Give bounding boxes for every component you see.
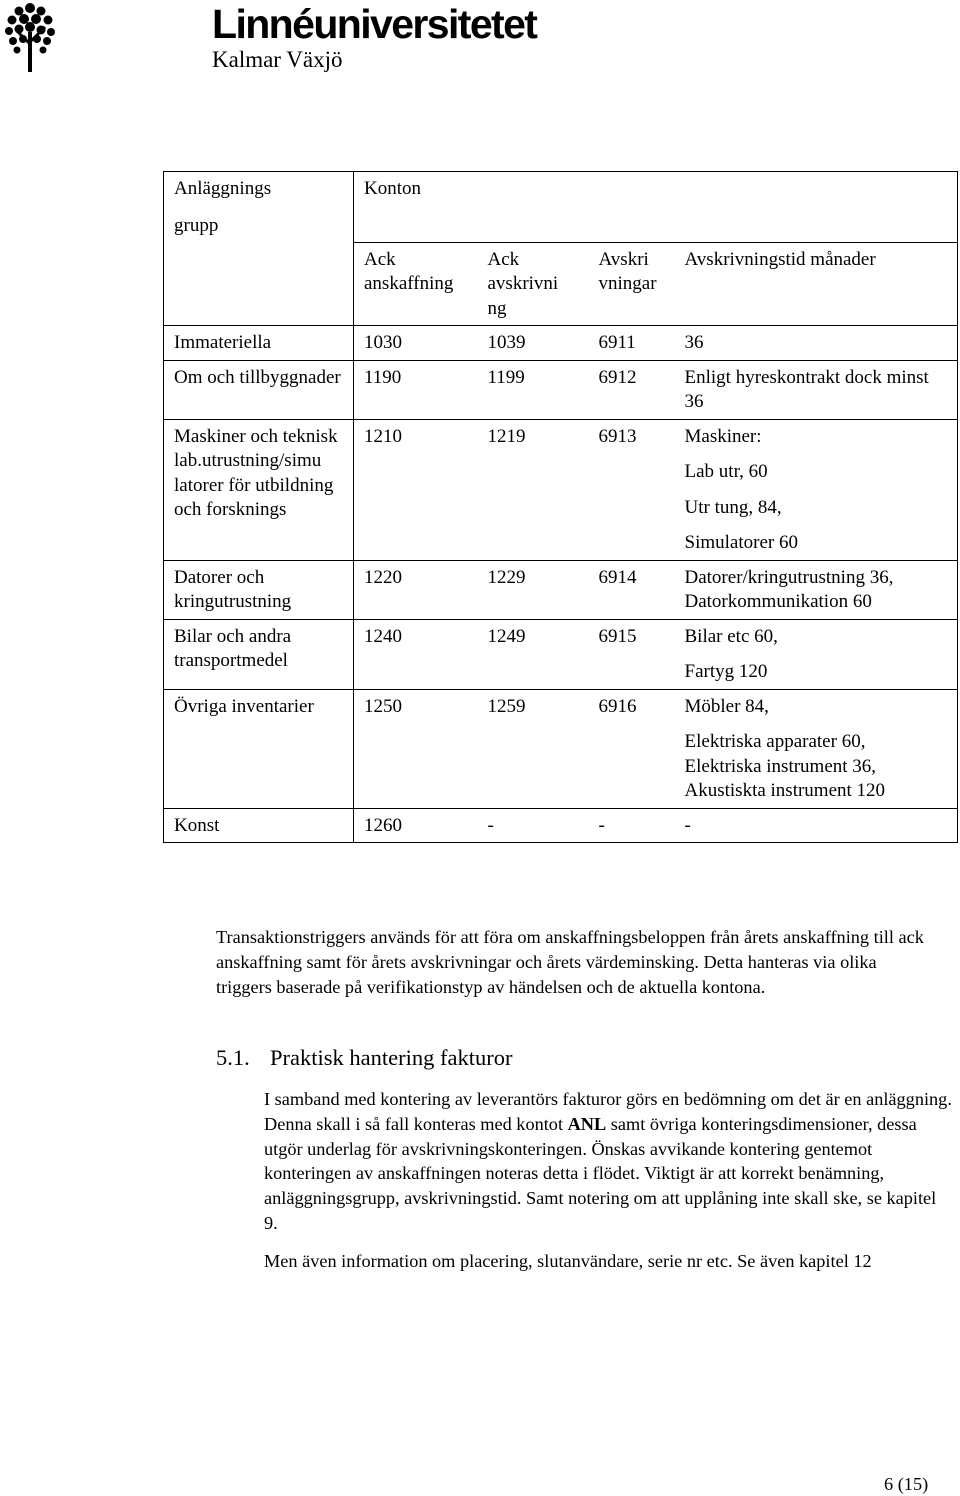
- table-row: [164, 619, 958, 689]
- table-row: [164, 560, 958, 619]
- paragraph-additional-info: Men även information om placering, slutanvändare, serie nr etc. Se även kapitel 12: [264, 1251, 872, 1271]
- row-avskrivningar: 6916: [589, 689, 675, 808]
- header-group-line1: Anläggnings: [174, 178, 272, 199]
- logo-subtitle: Kalmar Växjö: [212, 47, 343, 72]
- row-avskrivningar: 6912: [589, 360, 675, 419]
- table-row: [164, 326, 958, 361]
- row-avskrivningar: 6911: [589, 326, 675, 361]
- row-group: Bilar och andra transportmedel: [164, 619, 354, 689]
- row-group: Övriga inventarier: [164, 689, 354, 808]
- table-row: [164, 808, 958, 843]
- row-ack-avskrivning: 1039: [478, 326, 589, 361]
- row-group: Maskiner och teknisk lab.utrustning/simu latorer för utbildning och forsknings: [164, 419, 354, 560]
- row-ack-anskaffning: 1190: [354, 360, 478, 419]
- row-ack-anskaffning: 1220: [354, 560, 478, 619]
- asset-accounts-table: [163, 171, 958, 843]
- row-ack-avskrivning: -: [478, 808, 589, 843]
- row-avskrivningstid: [675, 689, 958, 808]
- time-line: Elektriska apparater 60, Elektriska instrument 36, Akustiskta instrument 120: [684, 731, 886, 801]
- row-ack-avskrivning: 1229: [478, 560, 589, 619]
- paragraph-transaction-triggers: Transaktionstriggers används för att föra om anskaffningsbeloppen från årets anskaffning till ack anskaffning samt för årets avskrivningar och årets värdeminsking. Detta hanteras via olika triggers baserade på verifikationstyp av händelsen och de aktuella kontona.: [216, 927, 924, 997]
- row-ack-avskrivning: 1219: [478, 419, 589, 560]
- row-avskrivningar: 6913: [589, 419, 675, 560]
- row-avskrivningar: 6914: [589, 560, 675, 619]
- university-logo: [4, 2, 604, 82]
- logo-name: Linnéuniversitetet: [212, 1, 537, 47]
- time-line: Simulatorer 60: [684, 532, 798, 553]
- row-ack-anskaffning: 1030: [354, 326, 478, 361]
- header-group-cell: [164, 172, 354, 243]
- row-group: Datorer och kringutrustning: [164, 560, 354, 619]
- time-line: Maskiner:: [684, 425, 762, 447]
- header-ack-avskrivning: Ack avskrivni ng: [478, 242, 589, 326]
- row-group: Om och tillbyggnader: [164, 360, 354, 419]
- row-avskrivningstid: -: [675, 808, 958, 843]
- header-konton: Konton: [354, 172, 958, 243]
- bold-account-code: ANL: [567, 1113, 607, 1134]
- time-line: Bilar etc 60,: [684, 625, 778, 647]
- time-line: Utr tung, 84,: [684, 496, 782, 518]
- row-ack-avskrivning: 1199: [478, 360, 589, 419]
- header-ack-anskaffning: Ack anskaffning: [354, 242, 478, 326]
- row-avskrivningar: -: [589, 808, 675, 843]
- row-avskrivningstid: Enligt hyreskontrakt dock minst 36: [675, 360, 958, 419]
- row-ack-anskaffning: 1260: [354, 808, 478, 843]
- table-row: [164, 419, 958, 560]
- time-line: Lab utr, 60: [684, 461, 768, 482]
- row-ack-anskaffning: 1240: [354, 619, 478, 689]
- time-line: Fartyg 120: [684, 661, 768, 682]
- row-ack-anskaffning: 1250: [354, 689, 478, 808]
- row-ack-avskrivning: 1249: [478, 619, 589, 689]
- row-ack-anskaffning: 1210: [354, 419, 478, 560]
- table-row: [164, 689, 958, 808]
- row-avskrivningstid: Datorer/kringutrustning 36, Datorkommunikation 60: [675, 560, 958, 619]
- row-avskrivningstid: 36: [675, 326, 958, 361]
- row-avskrivningar: 6915: [589, 619, 675, 689]
- header-empty-cell: [164, 242, 354, 326]
- table-header-row-1: [164, 172, 958, 243]
- row-group: Konst: [164, 808, 354, 843]
- section-title: Praktisk hantering fakturor: [270, 1045, 513, 1070]
- row-ack-avskrivning: 1259: [478, 689, 589, 808]
- row-group: Immateriella: [164, 326, 354, 361]
- paragraph-text: I samband med kontering av leverantörs fakturor görs en bedömning om det är en anläggning. Denna skall i så fall konteras med kontot: [264, 1089, 952, 1134]
- paragraph-invoice-handling: [264, 1087, 954, 1236]
- section-number: 5.1.: [216, 1045, 250, 1070]
- time-line: Möbler 84,: [684, 695, 769, 717]
- table-row: [164, 360, 958, 419]
- page-number: 6 (15): [884, 1474, 929, 1494]
- row-avskrivningstid: [675, 619, 958, 689]
- header-group-line2: grupp: [174, 214, 219, 236]
- row-avskrivningstid: [675, 419, 958, 560]
- header-avskrivningstid: Avskrivningstid månader: [675, 242, 958, 326]
- header-avskrivningar: Avskri vningar: [589, 242, 675, 326]
- table-header-row-2: [164, 242, 958, 326]
- paragraph-text: samt övriga konteringsdimensioner, dessa utgör underlag för avskrivningskonteringen. Önskas avvikande kontering gentemot konteringen av anskaffningen noteras detta i flödet. Viktigt är att korrekt benämning, anläggningsgrupp, avskrivningstid. Samt notering om att upplåning inte skall ske, se kapitel 9.: [264, 1113, 937, 1233]
- tree-logo-icon: [4, 2, 56, 72]
- section-heading: [216, 1044, 512, 1072]
